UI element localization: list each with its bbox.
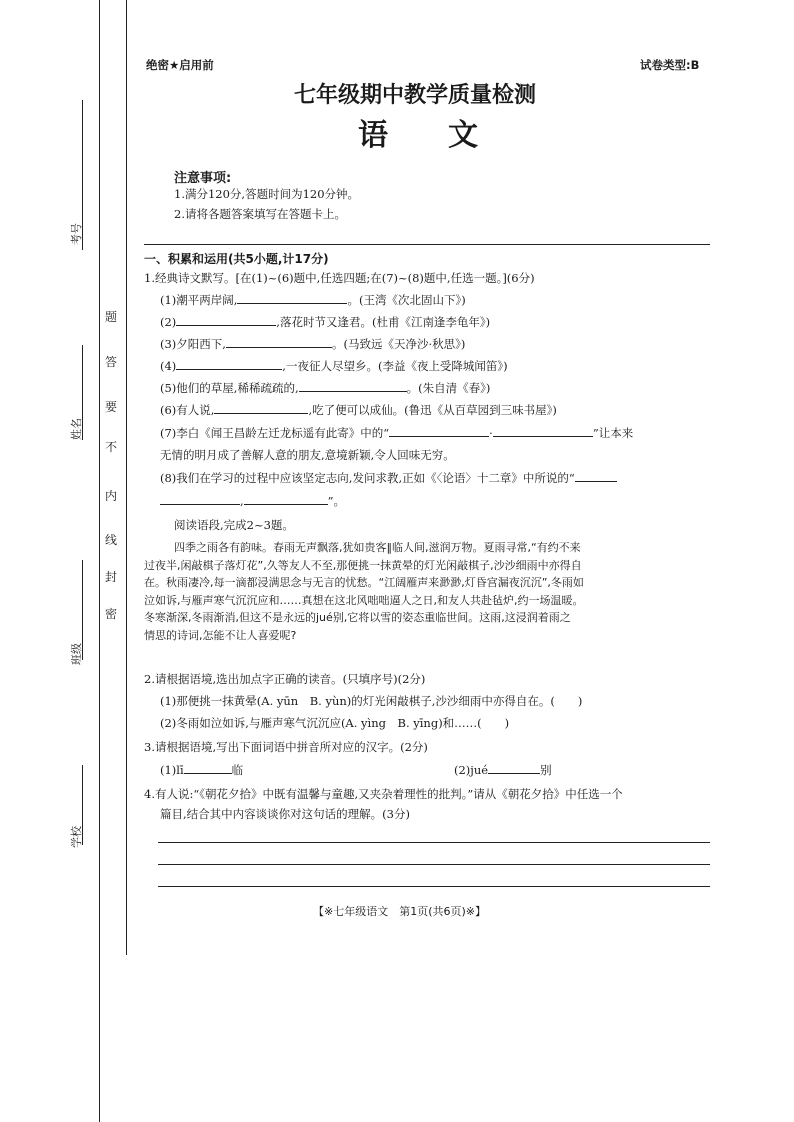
question-3-item-1: [160, 762, 243, 780]
separator: ·: [489, 426, 493, 440]
q1-item-text: (5)他们的草屋,稀稀疏疏的,: [160, 381, 299, 395]
seal-char: 密: [104, 607, 117, 621]
answer-blank[interactable]: [493, 425, 593, 437]
school-label: 学校: [70, 826, 83, 848]
question-4-stem: 4.有人说:“《朝花夕拾》中既有温馨与童趣,又夹杂着理性的批判。”请从《朝花夕拾》中任选一个: [144, 787, 623, 801]
seal-char: 内: [104, 489, 117, 503]
question-2-item: (1)那便挑一抹黄晕(A. yūn B. yùn)的灯光闲敲棋子,沙沙细雨中亦得自在。( ): [160, 694, 583, 708]
answer-blank[interactable]: [184, 762, 232, 774]
answer-blank[interactable]: [488, 762, 540, 774]
q1-item-8-cont: [160, 493, 345, 511]
question-3-item-2: [454, 762, 552, 780]
section-heading: 一、积累和运用(共5小题,计17分): [144, 252, 329, 266]
q1-item-text: (3)夕阳西下,: [160, 337, 226, 351]
reading-passage: [144, 539, 584, 645]
answer-blank[interactable]: [176, 358, 282, 370]
answer-blank[interactable]: [237, 292, 347, 304]
binding-line-left: [99, 0, 100, 1122]
pinyin: (2)jué: [454, 763, 489, 777]
passage-line: 在。秋雨凄冷,每一滴都浸满思念与无言的忧愁。“江阔雁声来渺渺,灯昏宫漏夜沉沉”,冬雨如: [144, 576, 584, 590]
seal-char: 要: [104, 400, 117, 414]
q1-item-source: 。(王湾《次北固山下》): [347, 293, 466, 307]
q1-item-3: [160, 336, 465, 354]
q1-item-text: ”。: [327, 494, 346, 508]
class-label: 班级: [70, 643, 83, 665]
answer-line[interactable]: [158, 842, 710, 843]
answer-blank[interactable]: [575, 470, 617, 482]
paper-type: 试卷类型:B: [640, 58, 700, 72]
subject-title: 语 文: [358, 118, 478, 153]
q1-item-text: (8)我们在学习的过程中应该坚定志向,发问求教,正如《〈论语〉十二章》中所说的“: [160, 471, 575, 485]
q1-item-text: ”让本来: [592, 426, 634, 440]
q1-item-6: [160, 402, 557, 420]
question-2-stem: 2.请根据语境,选出加点字正确的读音。(只填序号)(2分): [144, 672, 426, 686]
school-underline: [82, 765, 83, 845]
word-char: 别: [540, 763, 552, 777]
q1-item-8: [160, 470, 617, 488]
answer-blank[interactable]: [299, 380, 407, 392]
passage-line: 情思的诗词,怎能不让人喜爱呢?: [144, 628, 297, 642]
page-title: 七年级期中教学质量检测: [294, 83, 537, 108]
passage-line: 过夜半,闲敲棋子落灯花”,久等友人不至,那便挑一抹黄晕的灯光闲敲棋子,沙沙细雨中亦得自: [144, 558, 582, 572]
separator: ,: [240, 494, 244, 508]
q1-item-source: ,落花时节又逢君。(杜甫《江南逢李龟年》): [276, 315, 491, 329]
binding-line-right: [126, 0, 127, 955]
q1-item-source: ,一夜征人尽望乡。(李益《夜上受降城闻笛》): [282, 359, 508, 373]
question-4-stem-cont: 篇目,结合其中内容谈谈你对这句话的理解。(3分): [160, 807, 410, 821]
page-footer: 【※七年级语文 第1页(共6页)※】: [313, 905, 487, 918]
reading-intro: 阅读语段,完成2~3题。: [174, 518, 294, 532]
q1-item-text: (2): [160, 315, 177, 329]
seal-char: 题: [104, 310, 117, 324]
q1-item-source: 。(朱自清《春》): [406, 381, 491, 395]
seal-char: 线: [104, 533, 117, 547]
q1-item-text: (7)李白《闻王昌龄左迁龙标遥有此寄》中的“: [160, 426, 390, 440]
q1-item-source: 。(马致远《天净沙·秋思》): [331, 337, 466, 351]
answer-blank[interactable]: [214, 402, 308, 414]
answer-blank[interactable]: [226, 336, 332, 348]
q1-item-4: [160, 358, 508, 376]
notice-item: 1.满分120分,答题时间为120分钟。: [174, 187, 360, 201]
answer-blank[interactable]: [244, 493, 328, 505]
question-3-stem: 3.请根据语境,写出下面词语中拼音所对应的汉字。(2分): [144, 740, 428, 754]
passage-line: 四季之雨各有韵味。春雨无声飘落,犹如贵客‖临人间,滋润万物。夏雨寻常,“有约不来: [174, 541, 581, 554]
q1-item-source: ,吃了便可以成仙。(鲁迅《从百草园到三味书屋》): [308, 403, 557, 417]
seal-char: 封: [104, 570, 117, 584]
notice-item: 2.请将各题答案填写在答题卡上。: [174, 207, 346, 221]
q1-item-7-cont: 无情的明月成了善解人意的朋友,意境新颖,令人回味无穷。: [160, 448, 455, 462]
name-label: 姓名: [70, 418, 83, 440]
answer-blank[interactable]: [389, 425, 489, 437]
q1-item-5: [160, 380, 490, 398]
exam-no-label: 考号: [70, 223, 83, 245]
confidential-mark: 绝密★启用前: [146, 58, 214, 72]
passage-line: 冬寒渐深,冬雨渐消,但这不是永远的jué别,它将以雪的姿态重临世间。这雨,这浸润着雨之: [144, 611, 571, 625]
notice-heading: 注意事项:: [174, 171, 232, 186]
word-char: 临: [231, 763, 244, 777]
q1-item-7: [160, 425, 633, 443]
answer-blank[interactable]: [176, 314, 276, 326]
passage-line: 泣如诉,与雁声寒气沉沉应和……真想在这北风咄咄逼人之日,和友人共赴毡炉,约一场温暖。: [144, 593, 584, 607]
q1-item-text: (6)有人说,: [160, 403, 215, 417]
answer-blank[interactable]: [160, 493, 240, 505]
section-divider: [144, 244, 710, 245]
seal-char: 不: [104, 440, 117, 454]
q1-item-text: (1)潮平两岸阔,: [160, 293, 238, 307]
class-underline: [82, 560, 83, 660]
q1-item-text: (4): [160, 359, 177, 373]
answer-line[interactable]: [158, 886, 710, 887]
pinyin: (1)lī: [160, 763, 184, 777]
question-2-item: (2)冬雨如泣如诉,与雁声寒气沉沉应(A. yìng B. yīng)和……( ): [160, 716, 510, 730]
name-underline: [82, 345, 83, 440]
q1-item-2: [160, 314, 490, 332]
exam-no-underline: [82, 100, 83, 250]
answer-line[interactable]: [158, 864, 710, 865]
question-1-stem: 1.经典诗文默写。[在(1)~(6)题中,任选四题;在(7)~(8)题中,任选一题。](6分): [144, 271, 535, 285]
seal-char: 答: [104, 355, 117, 369]
q1-item-1: [160, 292, 466, 310]
